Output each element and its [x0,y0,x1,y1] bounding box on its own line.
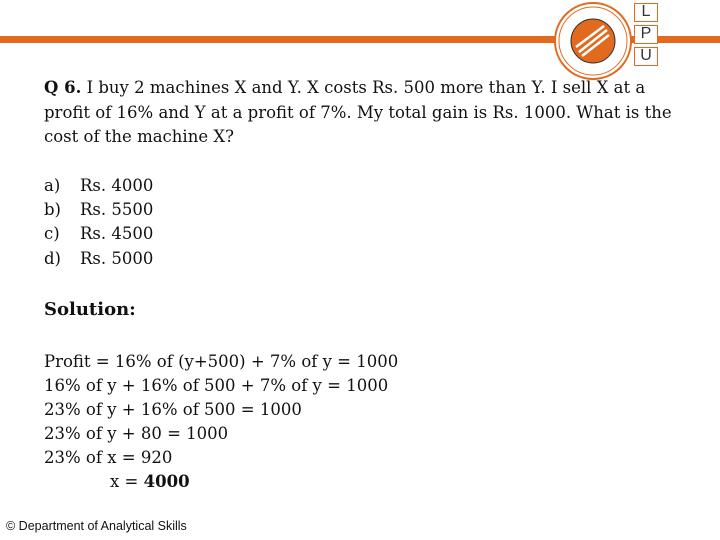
logo-letter-u: U [634,47,658,66]
question-text [44,76,684,150]
solution-step: 23% of y + 16% of 500 = 1000 [44,400,302,420]
option-key: a) [44,175,61,195]
solution-step: 16% of y + 16% of 500 + 7% of y = 1000 [44,376,389,396]
option-value: Rs. 4500 [80,224,154,244]
solution-step: 23% of y + 80 = 1000 [44,424,229,444]
option-value: Rs. 5000 [80,248,154,268]
option-value: Rs. 4000 [80,175,154,195]
question-number: Q 6. [44,78,82,97]
final-answer: 4000 [143,472,190,492]
university-seal-logo [552,0,634,82]
option-a [44,174,684,198]
option-value: Rs. 5500 [80,199,154,219]
solution-heading: Solution: [44,299,136,321]
slide-content [44,76,684,494]
option-key: c) [44,224,60,244]
logo-letter-p: P [634,25,658,44]
option-d [44,247,684,271]
final-lhs: x = [110,472,144,492]
footer-copyright: © Department of Analytical Skills [6,519,187,533]
answer-options [44,174,684,272]
option-b [44,198,684,222]
option-key: b) [44,199,61,219]
question-body: I buy 2 machines X and Y. X costs Rs. 500 more than Y. I sell X at a profit of 16% and Y at a profit of 7%. My total gain is Rs. 1000. What is the cost of the machine X? [44,78,672,146]
option-key: d) [44,248,61,268]
solution-step: Profit = 16% of (y+500) + 7% of y = 1000 [44,352,399,372]
logo-letter-l: L [634,3,658,22]
option-c [44,222,684,246]
solution-step: 23% of x = 920 [44,448,173,468]
solution-final-step [44,470,684,494]
solution-steps [44,350,684,494]
